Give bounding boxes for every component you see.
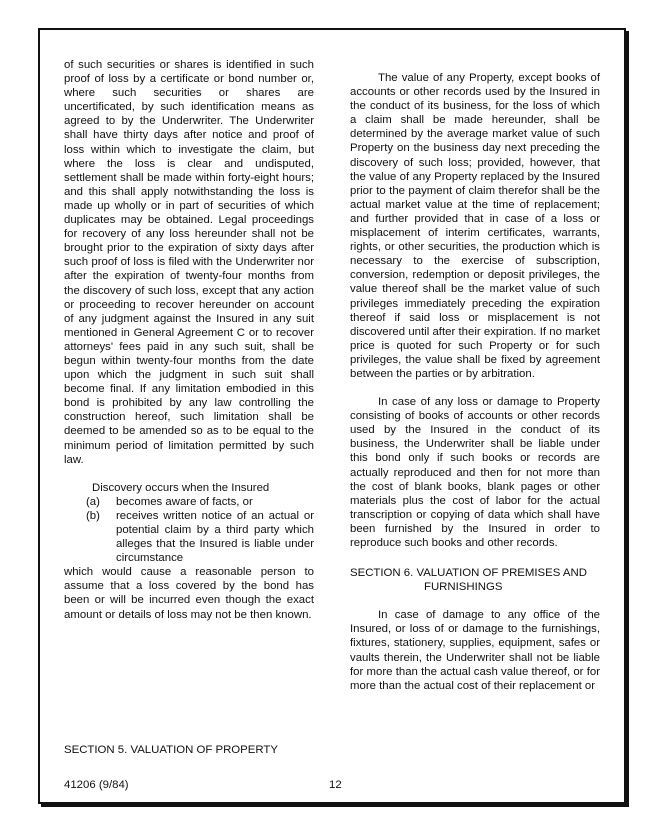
section-5-heading: SECTION 5. VALUATION OF PROPERTY: [64, 744, 278, 756]
list-item-text: becomes aware of facts, or: [116, 495, 253, 508]
discovery-lead: Discovery occurs when the Insured: [92, 481, 270, 494]
page-number: 12: [329, 779, 342, 791]
discovery-list: [64, 495, 314, 565]
right-paragraph-2: In case of any loss or damage to Property consisting of books of accounts or other records used by the Insured in the conduct of its business, the Underwriter shall be liable under this bond only if such books or records are actually reproduced and then for not more than the cost of blank books, blank pages or other materials plus the cost of labor for the actual transcription or copying of data which shall have been furnished by the Insured in order to reproduce such books and other records.: [350, 396, 600, 549]
form-number: 41206 (9/84): [64, 779, 129, 791]
list-item: [64, 495, 314, 509]
section-6-heading-line-1: SECTION 6. VALUATION OF PREMISES AND: [350, 567, 587, 580]
list-item-text: receives written notice of an actual or potential claim by a third party which alleges that the Insured is liable under circumstance: [116, 509, 314, 565]
section-6-heading-line-2: FURNISHINGS: [424, 581, 503, 594]
left-column: [64, 58, 314, 622]
right-paragraph-1: The value of any Property, except books of accounts or other records used by the Insured in the conduct of its business, for the loss of which a claim shall be made hereunder, shall be determined by the average market value of such Property on the business day next preceding the discovery of such loss; provided, however, that the value of any Property replaced by the Insured prior to the payment of claim therefor shall be the actual market value at the time of replacement; and further provided that in case of a loss or misplacement of interim certificates, warrants, rights, or other securities, the production which is necessary to the exercise of subscription, conversion, redemption or deposit privileges, the value thereof shall be the market value of such privileges immediately preceding the expiration thereof if said loss or misplacement is not discovered until after their expiration. If no market price is quoted for such Property or for such privileges, the value shall be fixed by agreement between the parties or by arbitration.: [350, 72, 600, 380]
left-paragraph-1: of such securities or shares is identified in such proof of loss by a certificate or bond number or, where such securities or shares are uncertificated, by such identification means as agreed to by the Underwriter. The Underwriter shall have thirty days after notice and proof of loss within which to investigate the claim, but where the loss is clear and undisputed, settlement shall be made within forty-eight hours; and this shall apply notwithstanding the loss is made up wholly or in part of securities of which duplicates may be obtained. Legal proceedings for recovery of any loss hereunder shall not be brought prior to the expiration of sixty days after such proof of loss is filed with the Underwriter nor after the expiration of twenty-four months from the discovery of such loss, except that any action or proceeding to recover hereunder on account of any judgment against the Insured in any suit mentioned in General Agreement C or to recover attorneys' fees paid in any such suit, shall be begun within twenty-four months from the date upon which the judgment in such suit shall become final. If any limitation embodied in this bond is prohibited by any law controlling the construction hereof, such limitation shall be deemed to be amended so as to be equal to the minimum period of limitation permitted by such law.: [64, 59, 314, 466]
section-6-heading: [350, 566, 600, 594]
right-column: [350, 71, 600, 693]
list-item-label: (b): [86, 509, 100, 522]
list-item: [64, 509, 314, 565]
list-item-label: (a): [86, 495, 100, 508]
right-paragraph-3: In case of damage to any office of the Insured, or loss of or damage to the furnishings, fixtures, stationery, supplies, equipment, safes or vaults therein, the Underwriter shall not be liable for more than the actual cash value thereof, or for more than the actual cost of their replacement or: [350, 609, 600, 692]
left-paragraph-after-list: which would cause a reasonable person to assume that a loss covered by the bond has been or will be incurred even though the exact amount or details of loss may not be then known.: [64, 566, 314, 621]
